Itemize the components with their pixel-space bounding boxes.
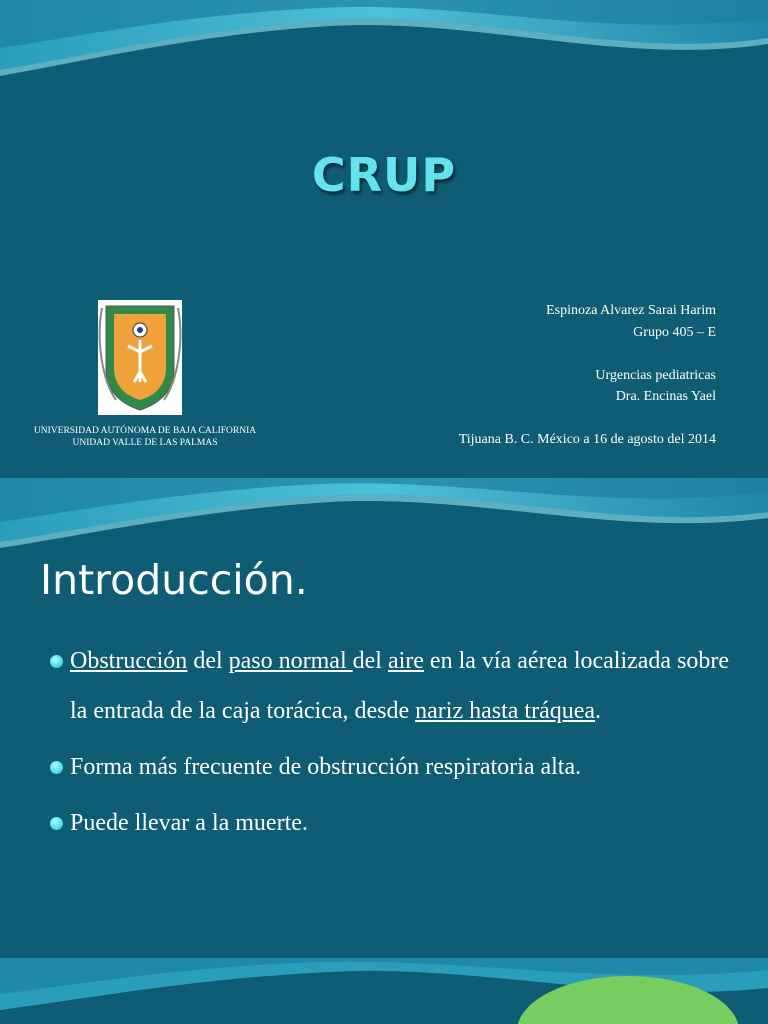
bullet-list (48, 636, 738, 854)
bullet-text-paso-normal: paso normal (228, 648, 353, 674)
bullet-text: del (187, 648, 229, 674)
bullet-item (48, 742, 738, 792)
bullet-text: Puede llevar a la muerte. (70, 810, 308, 836)
bullet-text-aire: aire (387, 648, 424, 674)
doctor-name: Dra. Encinas Yael (615, 389, 716, 404)
bullet-dot-icon (50, 761, 63, 774)
header-wave-decoration (0, 478, 768, 558)
presentation-info (459, 300, 716, 451)
university-name (20, 425, 270, 449)
bullet-item (48, 798, 738, 848)
bullet-dot-icon (50, 817, 63, 830)
introduction-slide (0, 478, 768, 1024)
subject-label: Urgencias pediatricas (595, 367, 716, 383)
title-slide (0, 0, 768, 478)
bullet-text-nariz-traquea: nariz hasta tráquea (415, 698, 596, 724)
slide-title: CRUP (311, 148, 457, 202)
university-line-2: UNIDAD VALLE DE LAS PALMAS (72, 438, 218, 448)
university-line-1: UNIVERSIDAD AUTÓNOMA DE BAJA CALIFORNIA (33, 426, 257, 436)
bullet-text: del (352, 648, 388, 674)
bullet-item (48, 636, 738, 736)
bullet-text: . (595, 698, 602, 724)
place-date: Tijuana B. C. México a 16 de agosto del 2014 (458, 432, 716, 447)
group-label: Grupo 405 – E (633, 324, 716, 340)
university-crest-logo (98, 300, 182, 415)
bullet-text: en la vía aérea localizada sobre la entrada de la caja torácica, desde (70, 648, 730, 724)
bullet-text-obstruccion: Obstrucción (70, 648, 188, 674)
bullet-text: Forma más frecuente de obstrucción respiratoria alta. (70, 754, 582, 780)
header-wave-decoration (0, 0, 768, 90)
author-name: Espinoza Alvarez Sarai Harim (546, 303, 716, 318)
slide-heading: Introducción. (40, 556, 308, 604)
bullet-dot-icon (50, 655, 63, 668)
